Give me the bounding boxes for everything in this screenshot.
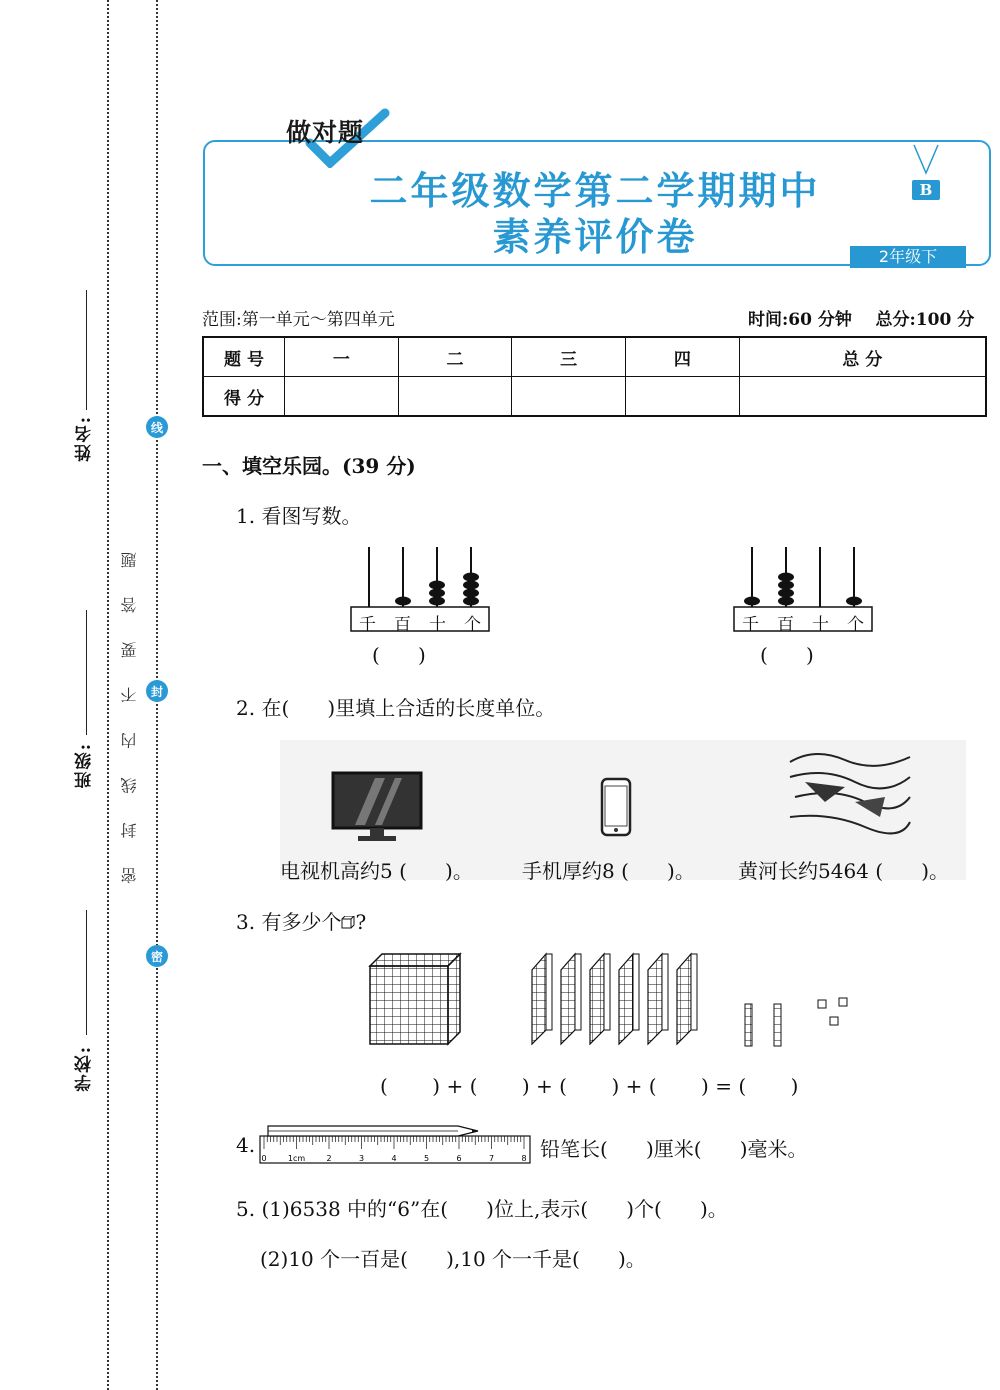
abacus-label: 千 [359,615,376,635]
abacus-label: 百 [394,615,411,635]
hundred-flat-edge [604,954,610,1030]
abacus-bead [778,597,794,606]
seal-xian: 线 [146,416,168,438]
q4-text: 铅笔长( )厘米( )毫米。 [540,1137,808,1161]
abacus-label: 十 [812,615,829,635]
abacus-bead [463,589,479,598]
score-input-2[interactable] [398,377,512,417]
table-cell: 总 分 [739,337,986,377]
hundred-flat-edge [546,954,552,1030]
tv-icon [330,770,425,845]
hundred-flat [619,954,633,1044]
abacus-label: 千 [742,615,759,635]
ruler-tick-label: 6 [456,1154,462,1163]
hundred-flat [590,954,604,1044]
phone-icon [600,777,634,839]
abacus-2-labels [733,610,873,635]
q3-prefix: 3. 有多少个 [236,910,342,934]
ten-rods-icon [742,1000,787,1048]
q3-expression[interactable]: ( ) + ( ) + ( ) + ( ) = ( ) [380,1074,799,1098]
abacus-bead [463,597,479,606]
abacus-label: 个 [464,615,481,635]
abacus-bead [778,581,794,590]
time-total-text: 时间:60 分钟 总分:100 分 [748,310,975,330]
ruler-tick-label: 4 [391,1154,397,1163]
ruler-tick-label: 1cm [287,1154,306,1163]
ruler-tick-label: 8 [521,1154,527,1163]
dotted-line-left [107,0,109,1390]
table-cell: 四 [626,337,740,377]
hundred-flat-edge [662,954,668,1030]
abacus-bead [429,597,445,606]
q1-text: 1. 看图写数。 [236,504,362,528]
seal-notice: 密 封 线 内 不 要 答 题 [120,540,139,884]
name-label: 姓名: [75,415,95,462]
answer-blank[interactable]: ( ) [372,643,426,667]
abacus-1-labels [350,610,490,635]
version-badge: B [912,180,940,200]
name-underline [86,290,87,410]
title-line1: 二年级数学第二学期期中 [369,169,821,213]
q5-1-text: 5. (1)6538 中的“6”在( )位上,表示( )个( )。 [236,1197,728,1221]
q4-number: 4. [236,1133,256,1157]
q2-phone: 手机厚约8 ( )。 [522,859,695,883]
unit-cubes-icon [815,995,855,1030]
ruler-tick-label: 2 [326,1154,332,1163]
q3-suffix: ? [355,910,367,934]
ruler-tick-label: 3 [358,1154,365,1163]
school-underline [86,910,87,1035]
ruler-with-pencil-icon [258,1122,533,1167]
abacus-bead [463,581,479,590]
table-cell: 题 号 [203,337,285,377]
abacus-bead [395,597,411,606]
hundred-flat [677,954,691,1044]
q2-river: 黄河长约5464 ( )。 [738,859,950,883]
grade-label: 2年级下 [850,246,966,268]
score-table [202,336,987,417]
table-cell: 二 [398,337,512,377]
seal-feng: 封 [146,680,168,702]
section1-title: 一、填空乐园。(39 分) [202,454,416,478]
q5-2-text: (2)10 个一百是( ),10 个一千是( )。 [260,1247,646,1271]
score-table-header-row [203,337,986,377]
hundred-flats-icon [528,952,708,1047]
scope-text: 范围:第一单元～第四单元 [202,310,395,330]
abacus-bead [846,597,862,606]
score-input-4[interactable] [626,377,740,417]
ruler-tick-label: 0 [261,1154,267,1163]
score-input-3[interactable] [512,377,626,417]
abacus-label: 百 [777,615,794,635]
badge-string-icon [906,143,946,183]
hundred-flat-edge [633,954,639,1030]
seal-mi: 密 [146,945,168,967]
unit-cube-icon [341,916,355,930]
hundred-flat-edge [575,954,581,1030]
abacus-bead [463,573,479,582]
abacus-bead [778,589,794,598]
abacus-label: 十 [429,615,446,635]
abacus-bead [744,597,760,606]
yellow-river-icon [785,742,915,842]
thousand-cube-icon [368,952,463,1047]
school-label: 学校: [75,1045,95,1092]
score-input-total[interactable] [739,377,986,417]
abacus-bead [429,589,445,598]
q3-text [236,906,366,935]
table-cell: 三 [512,337,626,377]
hundred-flat [648,954,662,1044]
title-line2: 素养评价卷 [492,215,698,259]
score-table-score-row [203,377,986,417]
class-label: 班级: [75,742,95,789]
answer-blank[interactable]: ( ) [760,643,814,667]
abacus-label: 个 [847,615,864,635]
table-cell: 一 [285,337,399,377]
hundred-flat [532,954,546,1044]
table-cell: 得 分 [203,377,285,417]
hundred-flat [561,954,575,1044]
ruler-tick-label: 7 [488,1154,495,1163]
ruler-tick-label: 5 [423,1154,430,1163]
q2-text: 2. 在( )里填上合适的长度单位。 [236,696,556,720]
hundred-flat-edge [691,954,697,1030]
q2-tv: 电视机高约5 ( )。 [280,859,473,883]
score-input-1[interactable] [285,377,399,417]
abacus-bead [429,581,445,590]
class-underline [86,610,87,735]
abacus-bead [778,573,794,582]
banner-tag: 做对题 [286,118,365,147]
